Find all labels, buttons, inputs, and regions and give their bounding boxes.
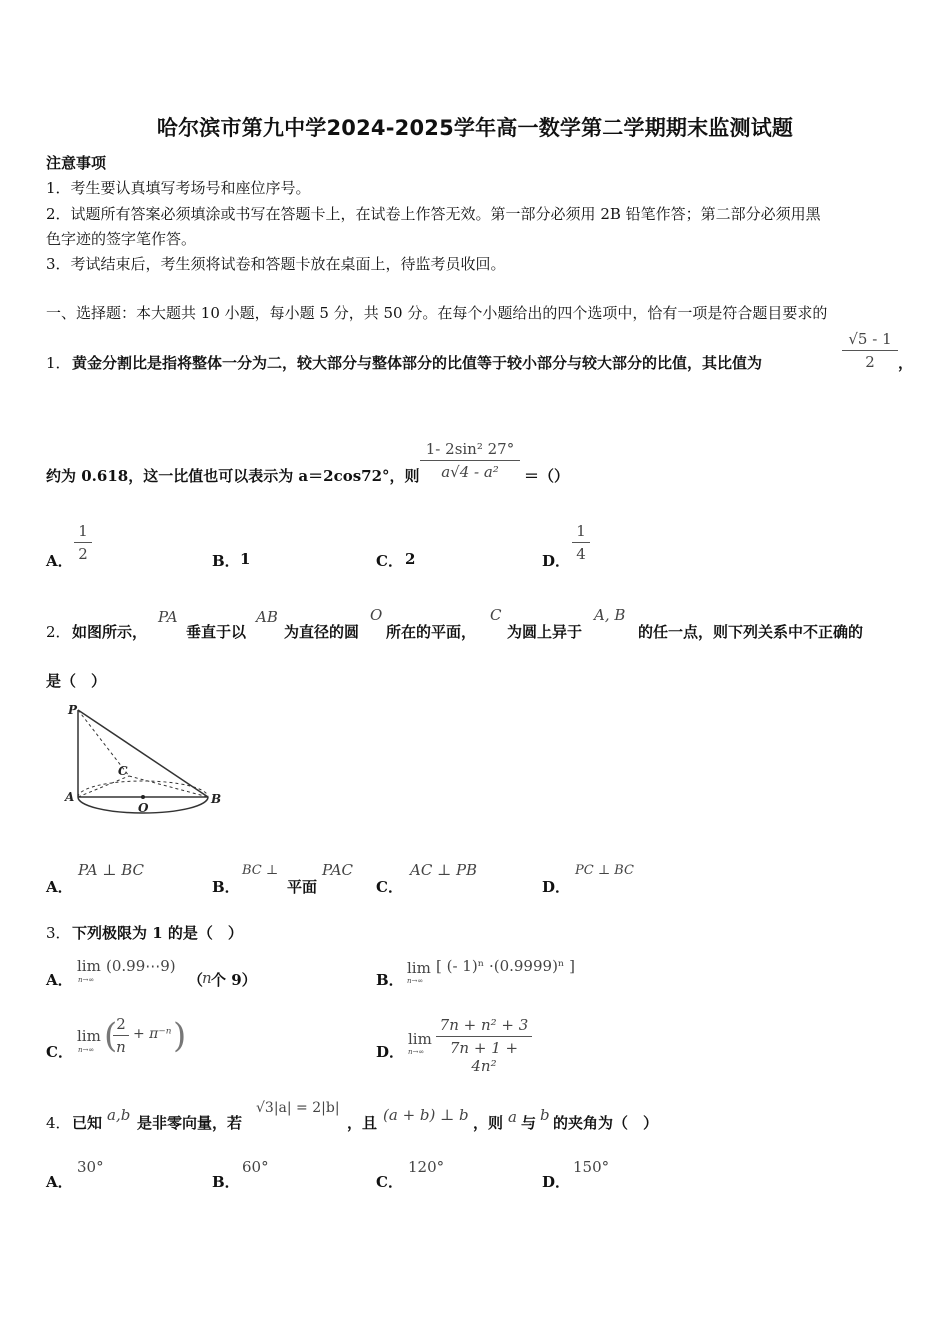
q1-comma: ， xyxy=(898,354,914,372)
notice-item: 2．试题所有答案必须填涂或书写在答题卡上，在试卷上作答无效。第一部分必须用 2B 铅笔作答；第二部分必须用黑 xyxy=(46,205,821,223)
q2-option-b-math2: PAC xyxy=(322,861,354,879)
q1-option-a-label[interactable]: A． xyxy=(46,552,73,570)
figure-label-o: O xyxy=(138,801,149,815)
q2-text: 为直径的圆 xyxy=(284,623,360,641)
q3-option-a-label[interactable]: A． xyxy=(46,971,73,989)
q2-math-ab: AB xyxy=(256,608,278,626)
q4-text: ，且 xyxy=(347,1114,378,1132)
q2-option-d-label[interactable]: D． xyxy=(542,878,571,896)
figure-label-p: P xyxy=(68,703,78,717)
q4-condition2: (a + b) ⊥ b xyxy=(383,1106,469,1124)
q2-option-c-value: AC ⊥ PB xyxy=(410,861,478,879)
q1-option-a-num: 1 xyxy=(78,522,88,540)
q3-option-a-note: （ xyxy=(188,971,204,989)
q4-text: ，则 xyxy=(473,1114,504,1132)
q1-option-c-value: 2 xyxy=(405,550,416,568)
q4-math-a: a xyxy=(508,1108,517,1126)
q2-text-line2: 是（ ） xyxy=(46,672,107,690)
q1-expr-den: a√4 - a² xyxy=(441,463,499,481)
q3-option-a-n: n xyxy=(202,969,212,987)
notice-item: 色字迹的签字笔作答。 xyxy=(46,230,197,248)
q3-option-c-lim: lim xyxy=(77,1027,101,1045)
q4-text: 已知 xyxy=(72,1114,103,1132)
q3-option-b-label[interactable]: B． xyxy=(376,971,404,989)
q3-option-c-num: 2 xyxy=(116,1015,126,1033)
q2-option-d-value: PC ⊥ BC xyxy=(575,863,634,878)
notice-item: 1．考生要认真填写考场号和座位序号。 xyxy=(46,179,311,197)
q2-text: 的任一点，则下列关系中不正确的 xyxy=(638,623,864,641)
q1-text2: 约为 0.618，这一比值也可以表示为 a＝2cos72°，则 xyxy=(46,467,420,485)
q2-text: 垂直于以 xyxy=(186,623,247,641)
q4-option-a-label[interactable]: A． xyxy=(46,1173,73,1191)
q1-ratio xyxy=(842,330,898,371)
q3-option-d-sub: n→∞ xyxy=(408,1048,425,1056)
q4-option-b-label[interactable]: B． xyxy=(212,1173,240,1191)
q4-option-b-value: 60° xyxy=(242,1158,269,1176)
q2-text: 所在的平面， xyxy=(386,623,477,641)
q1-option-a-den: 2 xyxy=(78,545,88,563)
q3-option-d-den: 7n + 1 + 4n² xyxy=(449,1039,519,1075)
page-title: 哈尔滨市第九中学2024-2025学年高一数学第二学期期末监测试题 xyxy=(156,116,794,140)
q3-option-a-sub: n→∞ xyxy=(78,976,95,984)
q4-text: 与 xyxy=(521,1114,537,1132)
q3-option-a-note2: 个 9） xyxy=(211,971,257,989)
q3-option-d-num: 7n + n² + 3 xyxy=(439,1016,529,1034)
q1-number: 1． xyxy=(46,354,71,372)
q3-option-b-expr: [ (- 1)ⁿ ·(0.9999)ⁿ ] xyxy=(436,957,576,975)
q4-option-c-value: 120° xyxy=(408,1158,445,1176)
q3-option-d-frac xyxy=(436,1016,532,1075)
q3-option-d-label[interactable]: D． xyxy=(376,1043,405,1061)
q3-option-c-sub: n→∞ xyxy=(78,1046,95,1054)
q3-option-b-sub: n→∞ xyxy=(407,977,424,985)
q3-option-c-frac xyxy=(113,1015,129,1056)
q2-option-c-label[interactable]: C． xyxy=(376,878,403,896)
q3-option-c-label[interactable]: C． xyxy=(46,1043,73,1061)
q1-equals: ＝（） xyxy=(524,467,570,485)
q2-option-a-value: PA ⊥ BC xyxy=(78,861,144,879)
q1-option-d-label[interactable]: D． xyxy=(542,552,571,570)
q1-expr-num: 1- 2sin² 27° xyxy=(425,440,515,458)
q2-option-a-label[interactable]: A． xyxy=(46,878,73,896)
q4-math-ab: a,b xyxy=(107,1106,131,1124)
figure-label-c: C xyxy=(118,764,128,778)
q2-option-b-math: BC ⊥ xyxy=(242,863,279,878)
q4-number: 4． xyxy=(46,1114,71,1132)
q3-option-c-paren-left: ( xyxy=(104,1016,118,1056)
q4-option-c-label[interactable]: C． xyxy=(376,1173,403,1191)
q1-option-d-num: 1 xyxy=(576,522,586,540)
q4-option-a-value: 30° xyxy=(77,1158,104,1176)
q1-option-b-label[interactable]: B． xyxy=(212,552,240,570)
q1-option-a-value xyxy=(74,522,92,563)
q3-option-a-expr: (0.99⋯9) xyxy=(106,957,176,975)
notice-item: 3．考试结束后，考生须将试卷和答题卡放在桌面上，待监考员收回。 xyxy=(46,255,506,273)
q1-option-b-value: 1 xyxy=(240,550,251,568)
q4-option-d-label[interactable]: D． xyxy=(542,1173,571,1191)
q1-option-c-label[interactable]: C． xyxy=(376,552,403,570)
q3-option-d-lim: lim xyxy=(408,1030,432,1048)
q1-ratio-den: 2 xyxy=(865,353,875,371)
q3-option-a-lim: lim xyxy=(77,957,101,975)
q4-text: 是非零向量，若 xyxy=(137,1114,243,1132)
notice-heading: 注意事项 xyxy=(46,154,107,172)
q1-option-d-den: 4 xyxy=(576,545,586,563)
q4-math-b: b xyxy=(540,1106,550,1124)
q2-text: 如图所示， xyxy=(72,623,148,641)
q2-number: 2． xyxy=(46,623,71,641)
q1-ratio-num: √5 - 1 xyxy=(848,330,892,348)
q2-math-c: C xyxy=(490,606,502,624)
q1-expression xyxy=(420,440,520,481)
q3-option-c-paren-right: ) xyxy=(173,1016,187,1056)
q1-text: 黄金分割比是指将整体一分为二，较大部分与整体部分的比值等于较小部分与较大部分的比值，其比值为 xyxy=(72,354,763,372)
geometry-figure xyxy=(60,700,230,820)
q4-text: 的夹角为（ ） xyxy=(553,1114,659,1132)
q1-option-d-value xyxy=(572,522,590,563)
section-heading: 一、选择题：本大题共 10 小题，每小题 5 分，共 50 分。在每个小题给出的四个选项中，恰有一项是符合题目要求的 xyxy=(46,304,828,322)
q2-text: 为圆上异于 xyxy=(507,623,583,641)
q3-option-c-tail: + π⁻ⁿ xyxy=(133,1026,172,1042)
q2-math-ab-points: A, B xyxy=(594,606,626,624)
q2-math-o: O xyxy=(370,606,383,624)
q2-option-b-text: 平面 xyxy=(287,878,318,896)
q2-math-pa: PA xyxy=(158,608,178,626)
q2-option-b-label[interactable]: B． xyxy=(212,878,240,896)
q3-number: 3． xyxy=(46,924,71,942)
q4-option-d-value: 150° xyxy=(573,1158,610,1176)
q3-option-c-den: n xyxy=(116,1038,126,1056)
figure-label-a: A xyxy=(65,790,75,804)
q3-text: 下列极限为 1 的是（ ） xyxy=(72,924,243,942)
q3-option-b-lim: lim xyxy=(407,959,431,977)
figure-label-b: B xyxy=(211,792,222,806)
q4-condition1: √3|a| = 2|b| xyxy=(256,1100,340,1116)
